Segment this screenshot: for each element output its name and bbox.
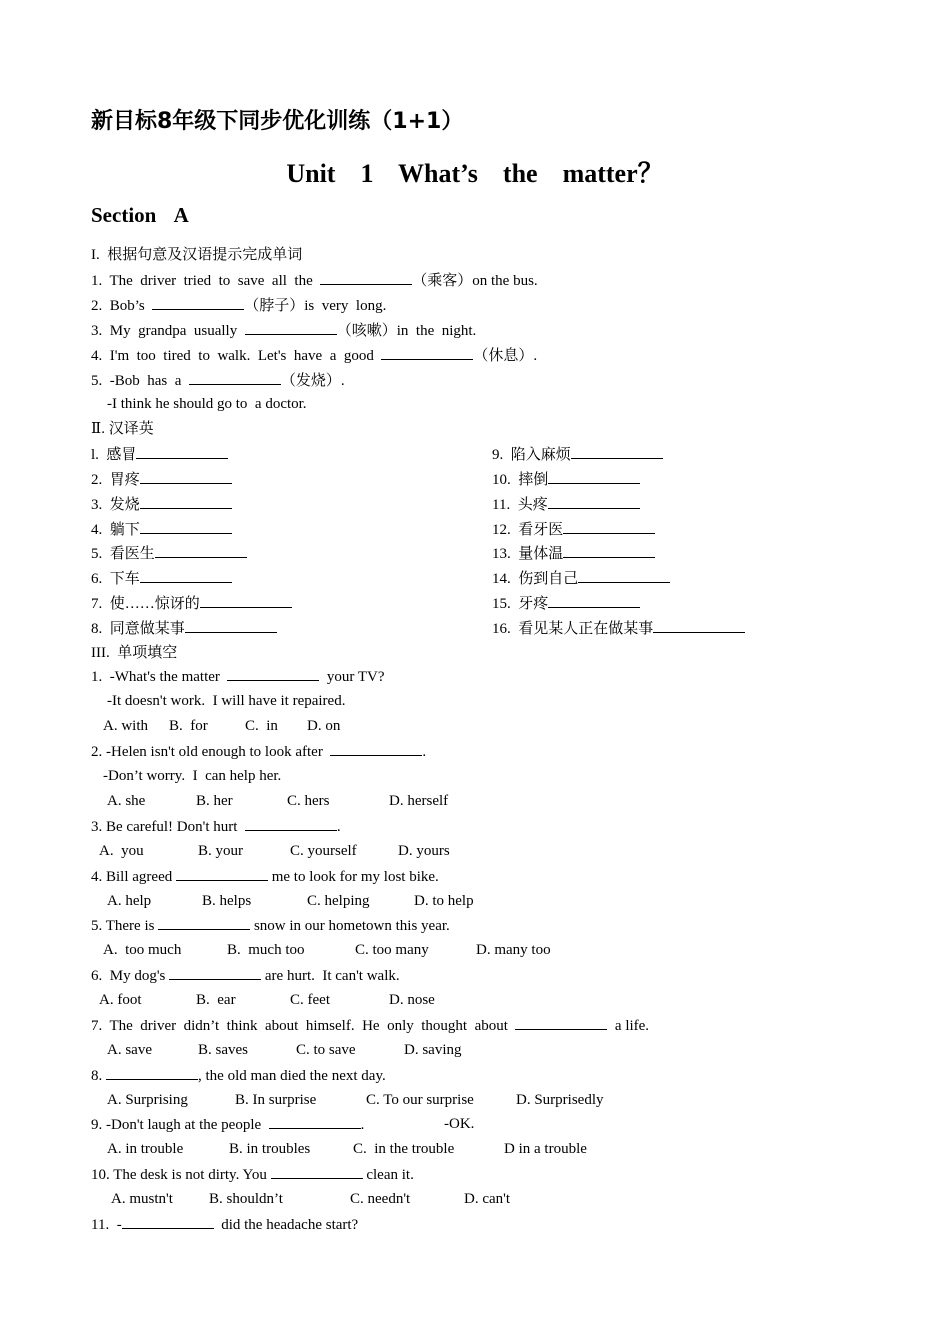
question-1-reply: -It doesn't work. I will have it repaired. [107,693,346,709]
answer-blank [140,469,232,484]
option: C. helping [307,893,370,909]
part2-left-item [91,494,232,515]
option: A. with [103,718,148,734]
part2-left-item [91,543,247,564]
option: C. To our surprise [366,1092,474,1108]
option: D. saving [404,1042,462,1058]
question-2 [91,741,426,762]
answer-blank [245,320,337,335]
question-text: , the old man died the next day. [198,1068,386,1084]
answer-blank [176,866,268,881]
option: B. much too [227,942,305,958]
question-text: 10. The desk is not dirty. You [91,1167,271,1183]
question-7 [91,1015,649,1036]
option: B. shouldn’t [209,1191,283,1207]
question-text: 3. Be careful! Don't hurt [91,819,245,835]
answer-blank [548,469,640,484]
option: A. too much [103,942,182,958]
part1-item-5 [91,370,345,391]
part1-item-5-reply: -I think he should go to a doctor. [107,396,307,412]
answer-blank [136,444,228,459]
answer-blank [185,618,277,633]
option: D. can't [464,1191,511,1207]
part2-heading: Ⅱ. 汉译英 [91,421,154,437]
answer-blank [227,666,319,681]
item-text: 5. -Bob has a [91,373,189,389]
question-text: 4. Bill agreed [91,869,176,885]
part1-item-2 [91,295,386,316]
answer-blank [563,519,655,534]
term: 14. 伤到自己 [492,571,579,587]
part1-heading: I. 根据句意及汉语提示完成单词 [91,247,303,263]
option: D. on [307,718,341,734]
answer-blank [320,270,412,285]
option: A. mustn't [111,1191,173,1207]
part2-right-item [492,568,670,589]
question-6 [91,965,400,986]
option: C. too many [355,942,429,958]
question-text: 1. -What's the matter [91,669,228,685]
term: 11. 头疼 [492,497,548,513]
option: C. needn't [350,1191,411,1207]
option: B. In surprise [235,1092,317,1108]
answer-blank [140,519,232,534]
answer-blank [330,741,422,756]
part2-right-item [492,543,655,564]
option: D. many too [476,942,551,958]
term: 3. 发烧 [91,497,140,513]
option: B. her [196,793,233,809]
part1-item-1 [91,270,538,291]
question-text: 6. My dog's [91,968,170,984]
item-hint: （乘客）on the bus. [412,273,538,289]
term: 16. 看见某人正在做某事 [492,621,654,637]
part2-right-item [492,618,745,639]
question-text: a life. [607,1018,650,1034]
item-text: 1. The driver tried to save all the [91,273,321,289]
section-heading: Section A [91,203,189,227]
term: 12. 看牙医 [492,522,564,538]
part1-item-3 [91,320,476,341]
answer-blank [271,1164,363,1179]
option: D in a trouble [504,1141,587,1157]
answer-blank [122,1214,214,1229]
part2-right-item [492,494,640,515]
option: B. your [198,843,243,859]
item-hint: （脖子）is very long. [244,298,387,314]
option: C. yourself [290,843,357,859]
question-8 [91,1065,386,1086]
option: A. Surprising [107,1092,188,1108]
answer-blank [155,543,247,558]
question-5 [91,915,450,936]
term: l. 感冒 [91,447,137,463]
question-text: 5. There is [91,918,159,934]
unit-title: Unit 1 What’s the matter？ [286,159,664,188]
answer-blank [169,965,261,980]
option: A. in trouble [107,1141,184,1157]
term: 15. 牙疼 [492,596,549,612]
item-text: 4. I'm too tired to walk. Let's have a good [91,348,382,364]
answer-blank [578,568,670,583]
question-text: . [336,819,341,835]
option: B. for [169,718,208,734]
question-1 [91,666,385,687]
part2-right-item [492,444,663,465]
part2-right-item [492,593,640,614]
question-9 [91,1114,364,1135]
answer-blank [515,1015,607,1030]
answer-blank [548,494,640,509]
option: B. helps [202,893,252,909]
question-text: 9. -Don't laugh at the people [91,1117,269,1133]
part2-left-item [91,444,228,465]
question-11 [91,1214,358,1235]
part1-item-4 [91,345,537,366]
option: D. nose [389,992,435,1008]
question-text: are hurt. It can't walk. [261,968,400,984]
question-9-reply: -OK. [444,1116,475,1132]
option: C. feet [290,992,330,1008]
option: D. to help [414,893,474,909]
term: 7. 使……惊讶的 [91,596,200,612]
option: D. Surprisedly [516,1092,604,1108]
term: 8. 同意做某事 [91,621,185,637]
option: C. to save [296,1042,356,1058]
part2-left-item [91,469,232,490]
option: A. she [107,793,146,809]
option: A. help [107,893,152,909]
question-text: your TV? [319,669,385,685]
part2-left-item [91,519,232,540]
answer-blank [653,618,745,633]
term: 10. 摔倒 [492,472,549,488]
term: 5. 看医生 [91,546,155,562]
option: A. save [107,1042,152,1058]
question-text: me to look for my lost bike. [267,869,439,885]
question-2-reply: -Don’t worry. I can help her. [103,768,282,784]
term: 13. 量体温 [492,546,564,562]
question-text: 2. -Helen isn't old enough to look after [91,744,331,760]
answer-blank [245,816,337,831]
item-text: 2. Bob’s [91,298,153,314]
term: 2. 胃疼 [91,472,140,488]
answer-blank [381,345,473,360]
answer-blank [140,568,232,583]
option: C. hers [287,793,330,809]
term: 9. 陷入麻烦 [492,447,571,463]
question-text: did the headache start? [213,1217,359,1233]
answer-blank [571,444,663,459]
answer-blank [200,593,292,608]
answer-blank [158,915,250,930]
option: B. in troubles [229,1141,311,1157]
part2-right-item [492,519,655,540]
answer-blank [548,593,640,608]
question-10 [91,1164,414,1185]
question-text: . [422,744,427,760]
question-text: 7. The driver didn’t think about himself. He only thought about [91,1018,516,1034]
answer-blank [140,494,232,509]
answer-blank [106,1065,198,1080]
question-4 [91,866,439,887]
option: B. saves [198,1042,248,1058]
term: 4. 躺下 [91,522,140,538]
part3-heading: III. 单项填空 [91,645,178,661]
item-hint: （发烧）. [280,373,345,389]
answer-blank [152,295,244,310]
question-text: . [360,1117,365,1133]
option: D. herself [389,793,449,809]
option: C. in the trouble [353,1141,455,1157]
part2-left-item [91,618,277,639]
option: A. foot [99,992,142,1008]
question-text: snow in our hometown this year. [250,918,450,934]
item-hint: （休息）. [473,348,538,364]
option: A. you [99,843,144,859]
term: 6. 下车 [91,571,140,587]
part2-left-item [91,593,292,614]
part2-left-item [91,568,232,589]
option: B. ear [196,992,236,1008]
question-text: 8. [91,1068,106,1084]
question-3 [91,816,341,837]
part2-right-item [492,469,640,490]
item-text: 3. My grandpa usually [91,323,245,339]
answer-blank [563,543,655,558]
option: C. in [245,718,278,734]
option: D. yours [398,843,450,859]
answer-blank [269,1114,361,1129]
answer-blank [189,370,281,385]
question-text: 11. - [91,1217,122,1233]
item-hint: （咳嗽）in the night. [336,323,477,339]
question-text: clean it. [362,1167,414,1183]
series-title: 新目标8年级下同步优化训练（1+1） [91,109,464,134]
